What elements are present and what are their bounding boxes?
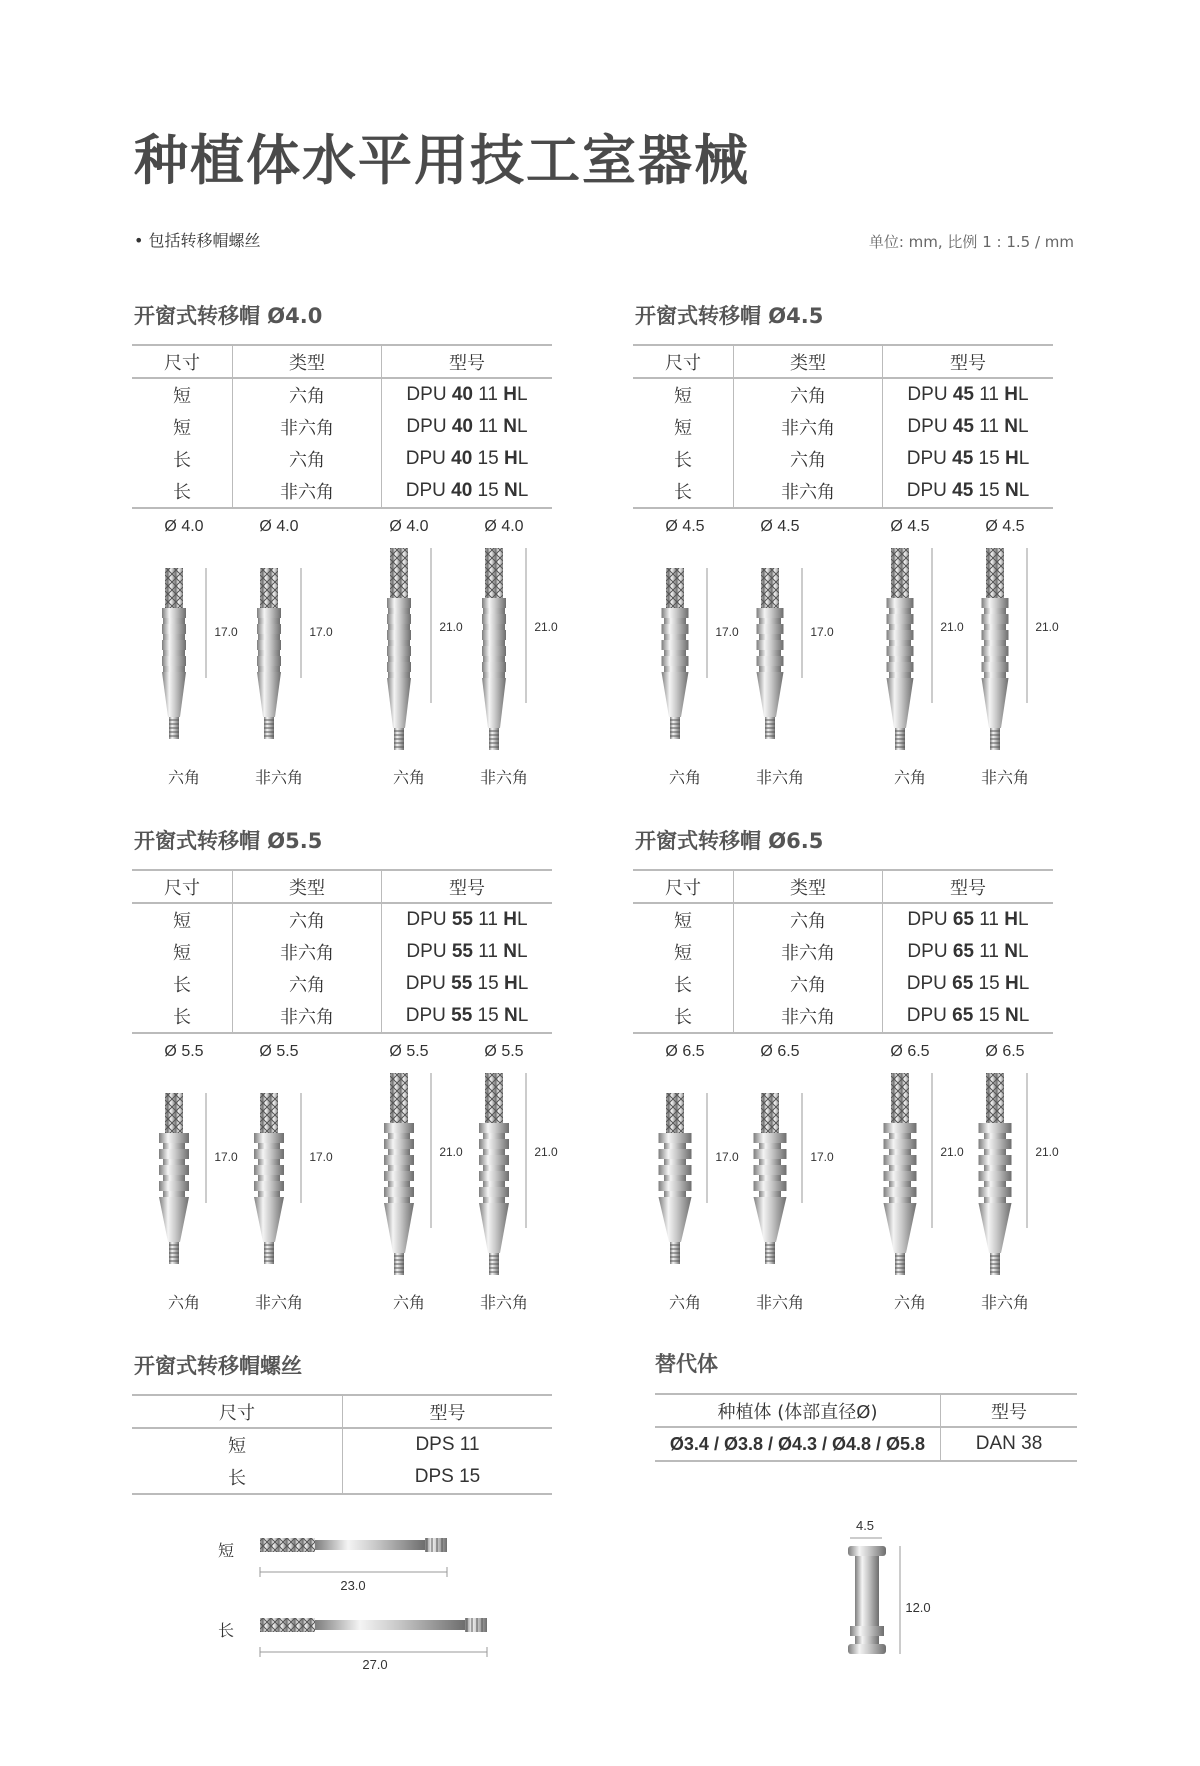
model-prefix: DPU <box>906 448 953 469</box>
screw-model: DPS 15 <box>343 1461 553 1494</box>
row-type: 非六角 <box>233 936 382 968</box>
model-diameter-code: 65 <box>952 1005 974 1026</box>
model-suffix: L <box>517 448 529 469</box>
analog-implants: Ø3.4 / Ø3.8 / Ø4.3 / Ø4.8 / Ø5.8 <box>655 1427 941 1461</box>
transfer-coping-figure <box>740 1063 830 1278</box>
row-size: 长 <box>633 475 734 508</box>
height-label: 17.0 <box>810 1150 834 1164</box>
model-hex-code: H <box>503 909 517 930</box>
model-prefix: DPU <box>405 1005 452 1026</box>
model-prefix: DPU <box>906 973 953 994</box>
height-label: 21.0 <box>534 620 558 634</box>
transfer-coping-figure <box>965 1063 1055 1278</box>
screw-long-length: 27.0 <box>362 1657 388 1672</box>
table-row <box>633 968 1053 1000</box>
model-diameter-code: 45 <box>952 384 974 405</box>
type-caption: 非六角 <box>980 1293 1030 1312</box>
model-suffix: L <box>1017 384 1029 405</box>
section-title: 开窗式转移帽 Ø6.5 <box>635 829 824 853</box>
row-model <box>382 968 553 1000</box>
row-size: 长 <box>633 1000 734 1033</box>
row-size: 长 <box>674 975 692 996</box>
analog-height-label: 12.0 <box>905 1600 931 1615</box>
header-size: 尺寸 <box>633 345 734 378</box>
table-row <box>633 936 1053 968</box>
table-row <box>132 1000 552 1033</box>
row-size: 短 <box>674 943 692 964</box>
screw-model: DPS 11 <box>343 1428 553 1461</box>
type-caption: 六角 <box>167 1293 201 1312</box>
model-hex-code: N <box>503 941 517 962</box>
row-model <box>382 1000 553 1033</box>
row-size: 长 <box>132 1000 233 1033</box>
screw-section-title: 开窗式转移帽螺丝 <box>134 1354 302 1378</box>
header-type: 类型 <box>734 345 883 378</box>
row-type: 六角 <box>734 903 883 936</box>
row-type: 非六角 <box>233 1000 382 1033</box>
model-prefix: DPU <box>406 941 452 962</box>
model-prefix: DPU <box>907 384 953 405</box>
height-label: 21.0 <box>534 1145 558 1159</box>
row-type: 六角 <box>233 903 382 936</box>
row-model <box>382 475 553 508</box>
screw-table <box>132 1394 552 1495</box>
row-size: 短 <box>674 418 692 439</box>
model-length-code: 15 <box>472 448 504 469</box>
table-row <box>633 475 1053 508</box>
model-hex-code: N <box>503 416 517 437</box>
row-size: 短 <box>674 911 692 932</box>
model-diameter-code: 45 <box>952 448 974 469</box>
header-model: 型号 <box>883 870 1054 903</box>
diameter-label: Ø 4.0 <box>164 518 204 535</box>
table-row <box>132 903 552 936</box>
row-type: 六角 <box>734 378 883 411</box>
transfer-coping-figure <box>369 538 459 753</box>
model-diameter-code: 55 <box>451 973 473 994</box>
row-model <box>883 903 1054 936</box>
height-label: 17.0 <box>715 625 739 639</box>
height-label: 21.0 <box>940 620 964 634</box>
model-diameter-code: 55 <box>451 909 473 930</box>
row-size: 长 <box>674 450 692 471</box>
model-hex-code: N <box>1004 480 1019 501</box>
table-row <box>655 1427 1077 1461</box>
model-hex-code: N <box>503 480 518 501</box>
row-type: 六角 <box>233 968 382 1000</box>
unit-note: 单位: mm, 比例 1 : 1.5 / mm <box>868 233 1074 251</box>
diameter-label: Ø 6.5 <box>985 1043 1025 1060</box>
row-type: 非六角 <box>233 411 382 443</box>
model-length-code: 11 <box>973 384 1005 405</box>
table-row <box>132 378 552 411</box>
diameter-label: Ø 4.5 <box>760 518 800 535</box>
analog-width-label: 4.5 <box>855 1518 875 1533</box>
row-type: 六角 <box>734 443 883 475</box>
spec-table <box>633 344 1053 509</box>
diameter-label: Ø 4.5 <box>890 518 930 535</box>
model-diameter-code: 40 <box>451 384 473 405</box>
model-diameter-code: 55 <box>451 941 473 962</box>
section-title: 开窗式转移帽 Ø4.0 <box>134 304 323 328</box>
diameter-label: Ø 4.5 <box>665 518 705 535</box>
model-suffix: L <box>517 1005 529 1026</box>
diameter-label: Ø 5.5 <box>389 1043 429 1060</box>
height-label: 17.0 <box>309 625 333 639</box>
type-caption: 非六角 <box>755 768 805 787</box>
type-caption: 六角 <box>893 1293 927 1312</box>
row-type: 六角 <box>233 378 382 411</box>
model-suffix: L <box>1018 480 1030 501</box>
diameter-label: Ø 5.5 <box>164 1043 204 1060</box>
height-label: 17.0 <box>810 625 834 639</box>
model-diameter-code: 55 <box>451 1005 473 1026</box>
header-size: 尺寸 <box>633 870 734 903</box>
transfer-coping-figure <box>239 1063 329 1278</box>
diameter-label: Ø 5.5 <box>484 1043 524 1060</box>
model-hex-code: N <box>1004 1005 1019 1026</box>
screw-short-length: 23.0 <box>340 1578 366 1593</box>
table-row <box>633 378 1053 411</box>
row-model <box>883 1000 1054 1033</box>
screw-size: 短 <box>228 1436 246 1457</box>
analog-header-model: 型号 <box>941 1394 1078 1427</box>
row-size: 短 <box>674 386 692 407</box>
spec-table <box>132 344 552 509</box>
row-type: 非六角 <box>734 411 883 443</box>
type-caption: 六角 <box>167 768 201 787</box>
model-suffix: L <box>516 416 528 437</box>
diameter-label: Ø 4.0 <box>389 518 429 535</box>
height-label: 21.0 <box>439 1145 463 1159</box>
model-length-code: 15 <box>973 973 1005 994</box>
transfer-coping-figure <box>464 538 554 753</box>
row-type: 非六角 <box>734 1000 883 1033</box>
row-model <box>382 903 553 936</box>
model-suffix: L <box>1017 909 1029 930</box>
model-suffix: L <box>516 909 528 930</box>
table-row <box>633 411 1053 443</box>
model-prefix: DPU <box>405 480 452 501</box>
diameter-label: Ø 4.0 <box>259 518 299 535</box>
type-caption: 非六角 <box>254 768 304 787</box>
model-diameter-code: 65 <box>952 941 974 962</box>
model-suffix: L <box>1017 416 1029 437</box>
table-row <box>132 1428 552 1461</box>
section-title: 开窗式转移帽 Ø5.5 <box>134 829 323 853</box>
section-title: 开窗式转移帽 Ø4.5 <box>635 304 824 328</box>
height-label: 21.0 <box>439 620 463 634</box>
transfer-coping-figure <box>965 538 1055 753</box>
height-label: 21.0 <box>1035 1145 1059 1159</box>
model-length-code: 11 <box>973 416 1005 437</box>
height-label: 17.0 <box>715 1150 739 1164</box>
model-diameter-code: 65 <box>952 909 974 930</box>
transfer-coping-figure <box>369 1063 459 1278</box>
header-type: 类型 <box>734 870 883 903</box>
model-hex-code: H <box>503 384 517 405</box>
table-row <box>132 443 552 475</box>
diameter-label: Ø 5.5 <box>259 1043 299 1060</box>
model-hex-code: H <box>503 448 518 469</box>
row-size: 长 <box>173 450 191 471</box>
model-suffix: L <box>1017 941 1029 962</box>
type-caption: 六角 <box>668 768 702 787</box>
model-suffix: L <box>516 384 528 405</box>
transfer-coping-figure <box>870 1063 960 1278</box>
header-model: 型号 <box>382 870 553 903</box>
row-type: 六角 <box>233 443 382 475</box>
diameter-label: Ø 6.5 <box>760 1043 800 1060</box>
model-prefix: DPU <box>906 1005 953 1026</box>
screw-short-label: 短 <box>217 1541 235 1560</box>
model-hex-code: H <box>1004 973 1019 994</box>
table-row <box>132 936 552 968</box>
transfer-coping-figure <box>645 538 735 753</box>
header-model: 型号 <box>382 345 553 378</box>
row-model <box>382 936 553 968</box>
row-size: 短 <box>173 386 191 407</box>
transfer-coping-figure <box>144 538 234 753</box>
row-size: 长 <box>132 475 233 508</box>
model-length-code: 15 <box>973 448 1005 469</box>
model-prefix: DPU <box>907 416 953 437</box>
model-diameter-code: 40 <box>451 416 473 437</box>
type-caption: 非六角 <box>254 1293 304 1312</box>
analog-table <box>655 1393 1077 1462</box>
row-model <box>382 411 553 443</box>
row-size: 短 <box>173 943 191 964</box>
header-model: 型号 <box>883 345 1054 378</box>
table-row <box>132 968 552 1000</box>
row-type: 非六角 <box>734 936 883 968</box>
model-prefix: DPU <box>406 384 452 405</box>
header-size: 尺寸 <box>132 870 233 903</box>
type-caption: 六角 <box>668 1293 702 1312</box>
type-caption: 六角 <box>392 1293 426 1312</box>
diameter-label: Ø 6.5 <box>890 1043 930 1060</box>
model-hex-code: H <box>1004 384 1018 405</box>
model-length-code: 15 <box>472 973 504 994</box>
model-suffix: L <box>1018 448 1030 469</box>
type-caption: 非六角 <box>479 768 529 787</box>
analog-figure <box>830 1534 920 1664</box>
model-length-code: 11 <box>472 909 504 930</box>
transfer-coping-figure <box>144 1063 234 1278</box>
model-length-code: 11 <box>472 941 504 962</box>
row-type: 非六角 <box>233 475 382 508</box>
row-model <box>382 443 553 475</box>
model-length-code: 15 <box>973 1005 1005 1026</box>
model-diameter-code: 65 <box>952 973 974 994</box>
row-type: 非六角 <box>734 475 883 508</box>
type-caption: 非六角 <box>479 1293 529 1312</box>
screw-header-model: 型号 <box>343 1395 553 1428</box>
diameter-label: Ø 6.5 <box>665 1043 705 1060</box>
header-size: 尺寸 <box>132 345 233 378</box>
row-model <box>883 475 1054 508</box>
model-suffix: L <box>1018 973 1030 994</box>
model-length-code: 11 <box>472 416 504 437</box>
type-caption: 非六角 <box>980 768 1030 787</box>
row-model <box>382 378 553 411</box>
row-model <box>883 443 1054 475</box>
analog-header-implant: 种植体 (体部直径Ø) <box>655 1394 941 1427</box>
height-label: 21.0 <box>940 1145 964 1159</box>
model-length-code: 11 <box>973 941 1005 962</box>
height-label: 21.0 <box>1035 620 1059 634</box>
model-prefix: DPU <box>405 973 452 994</box>
row-size: 长 <box>173 975 191 996</box>
model-hex-code: N <box>503 1005 518 1026</box>
type-caption: 非六角 <box>755 1293 805 1312</box>
height-label: 17.0 <box>214 625 238 639</box>
model-diameter-code: 45 <box>952 480 974 501</box>
table-row <box>633 1000 1053 1033</box>
model-length-code: 11 <box>973 909 1005 930</box>
table-row <box>132 411 552 443</box>
model-prefix: DPU <box>406 909 452 930</box>
model-hex-code: N <box>1004 941 1018 962</box>
model-prefix: DPU <box>405 448 452 469</box>
model-hex-code: H <box>503 973 518 994</box>
model-length-code: 15 <box>472 480 504 501</box>
model-hex-code: H <box>1004 448 1019 469</box>
diameter-label: Ø 4.5 <box>985 518 1025 535</box>
page-title: 种植体水平用技工室器械 <box>134 129 750 192</box>
model-prefix: DPU <box>406 416 452 437</box>
row-model <box>883 936 1054 968</box>
screw-size: 长 <box>132 1461 343 1494</box>
transfer-coping-figure <box>464 1063 554 1278</box>
spec-table <box>132 869 552 1034</box>
row-model <box>883 378 1054 411</box>
row-size: 短 <box>173 911 191 932</box>
type-caption: 六角 <box>893 768 927 787</box>
model-length-code: 11 <box>472 384 504 405</box>
spec-table <box>633 869 1053 1034</box>
table-row <box>633 443 1053 475</box>
model-diameter-code: 45 <box>952 416 974 437</box>
header-type: 类型 <box>233 345 382 378</box>
screw-header-size: 尺寸 <box>132 1395 343 1428</box>
transfer-coping-figure <box>645 1063 735 1278</box>
table-row <box>132 475 552 508</box>
height-label: 17.0 <box>309 1150 333 1164</box>
table-row <box>132 1461 552 1494</box>
transfer-coping-figure <box>870 538 960 753</box>
model-length-code: 15 <box>472 1005 504 1026</box>
analog-section-title: 替代体 <box>655 1352 718 1376</box>
model-length-code: 15 <box>973 480 1005 501</box>
model-hex-code: N <box>1004 416 1018 437</box>
row-model <box>883 411 1054 443</box>
row-size: 短 <box>173 418 191 439</box>
row-type: 六角 <box>734 968 883 1000</box>
diameter-label: Ø 4.0 <box>484 518 524 535</box>
model-hex-code: H <box>1004 909 1018 930</box>
table-row <box>633 903 1053 936</box>
model-suffix: L <box>516 941 528 962</box>
transfer-coping-figure <box>239 538 329 753</box>
screw-long-label: 长 <box>217 1621 235 1640</box>
row-model <box>883 968 1054 1000</box>
model-suffix: L <box>517 480 529 501</box>
bullet-note: • 包括转移帽螺丝 <box>134 231 261 250</box>
model-prefix: DPU <box>906 480 953 501</box>
model-prefix: DPU <box>907 909 953 930</box>
model-diameter-code: 40 <box>451 448 473 469</box>
transfer-coping-figure <box>740 538 830 753</box>
header-type: 类型 <box>233 870 382 903</box>
model-diameter-code: 40 <box>451 480 473 501</box>
type-caption: 六角 <box>392 768 426 787</box>
model-suffix: L <box>517 973 529 994</box>
analog-model: DAN 38 <box>941 1427 1078 1461</box>
model-prefix: DPU <box>907 941 953 962</box>
model-suffix: L <box>1018 1005 1030 1026</box>
height-label: 17.0 <box>214 1150 238 1164</box>
